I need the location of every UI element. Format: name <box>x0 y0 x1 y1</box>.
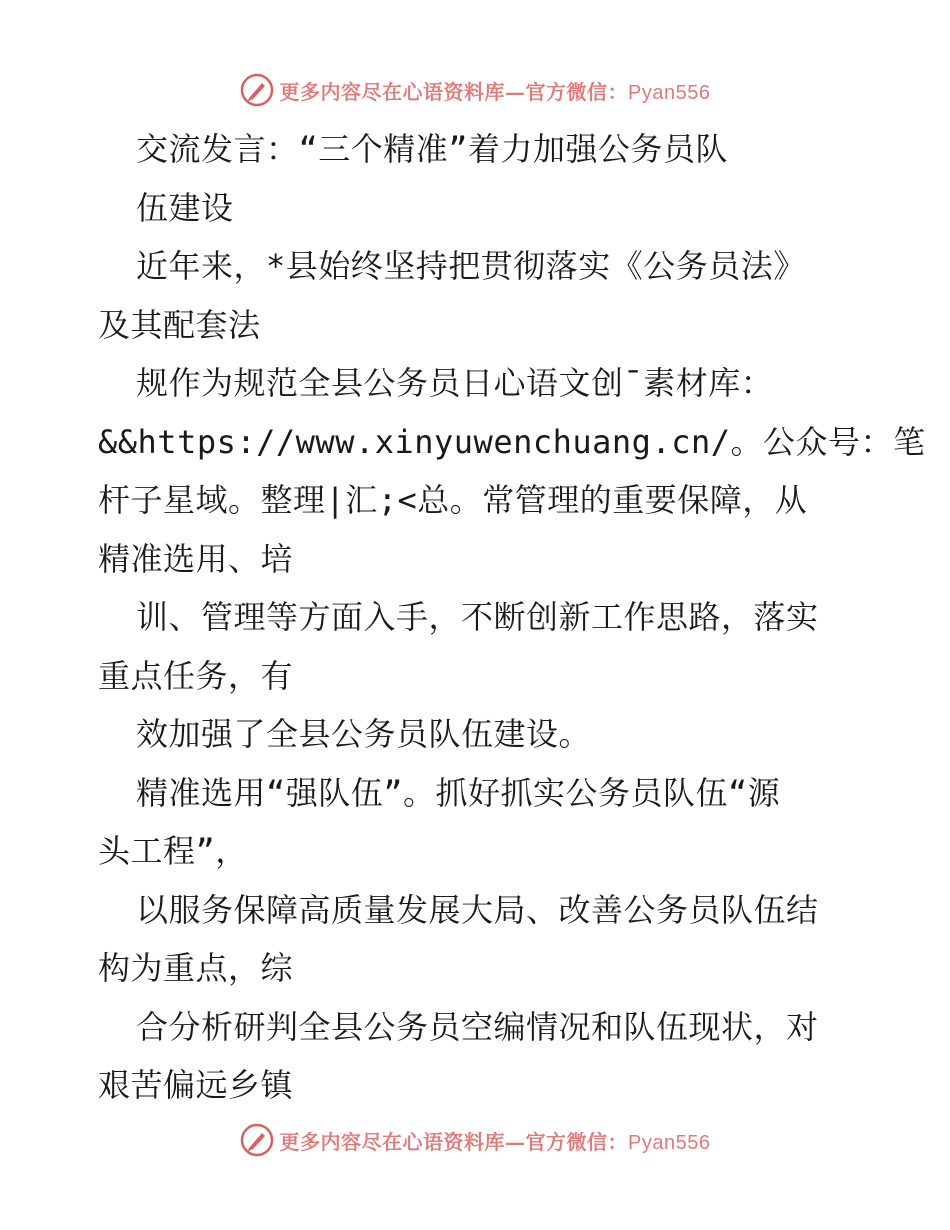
text-line: 杆子星域。整理|汇;<总。常管理的重要保障，从 <box>98 481 808 519</box>
banner-wechat-id: Pyan556 <box>628 81 711 104</box>
banner-text: 更多内容尽在心语资料库—官方微信：Pyan556 <box>279 1129 711 1154</box>
text-line: 精准选用、培 <box>98 539 294 578</box>
footer-banner <box>0 1120 950 1160</box>
text-line: 交流发言：“三个精准”着力加强公务员队 <box>136 130 729 168</box>
text-line: 及其配套法 <box>98 305 261 344</box>
header-banner <box>0 70 950 110</box>
pen-logo-icon <box>240 73 274 107</box>
text-line: 效加强了全县公务员队伍建设。 <box>136 715 592 753</box>
text-line: 艰苦偏远乡镇 <box>98 1066 294 1104</box>
text-line: 重点任务，有 <box>98 656 294 695</box>
text-line: 近年来，*县始终坚持把贯彻落实《公务员法》 <box>136 247 806 285</box>
text-line: &&https://www.xinyuwenchuang.cn/。公众号：笔 <box>98 422 926 461</box>
text-line: 头工程”， <box>98 832 248 870</box>
banner-wechat-id: Pyan556 <box>628 1131 711 1154</box>
document-body <box>98 120 926 1115</box>
banner-text: 更多内容尽在心语资料库—官方微信：Pyan556 <box>279 79 711 104</box>
text-line: 伍建设 <box>136 188 234 227</box>
text-line: 训、管理等方面入手，不断创新工作思路，落实 <box>136 598 819 636</box>
text-line: 以服务保障高质量发展大局、改善公务员队伍结 <box>136 890 819 929</box>
text-line: 构为重点，综 <box>98 949 294 987</box>
text-line: 精准选用“强队伍”。抓好抓实公务员队伍“源 <box>136 773 781 812</box>
text-line: 规作为规范全县公务员日心语文创¯素材库： <box>136 364 774 402</box>
pen-logo-icon <box>240 1123 274 1157</box>
text-line: 合分析研判全县公务员空编情况和队伍现状，对 <box>136 1007 819 1046</box>
